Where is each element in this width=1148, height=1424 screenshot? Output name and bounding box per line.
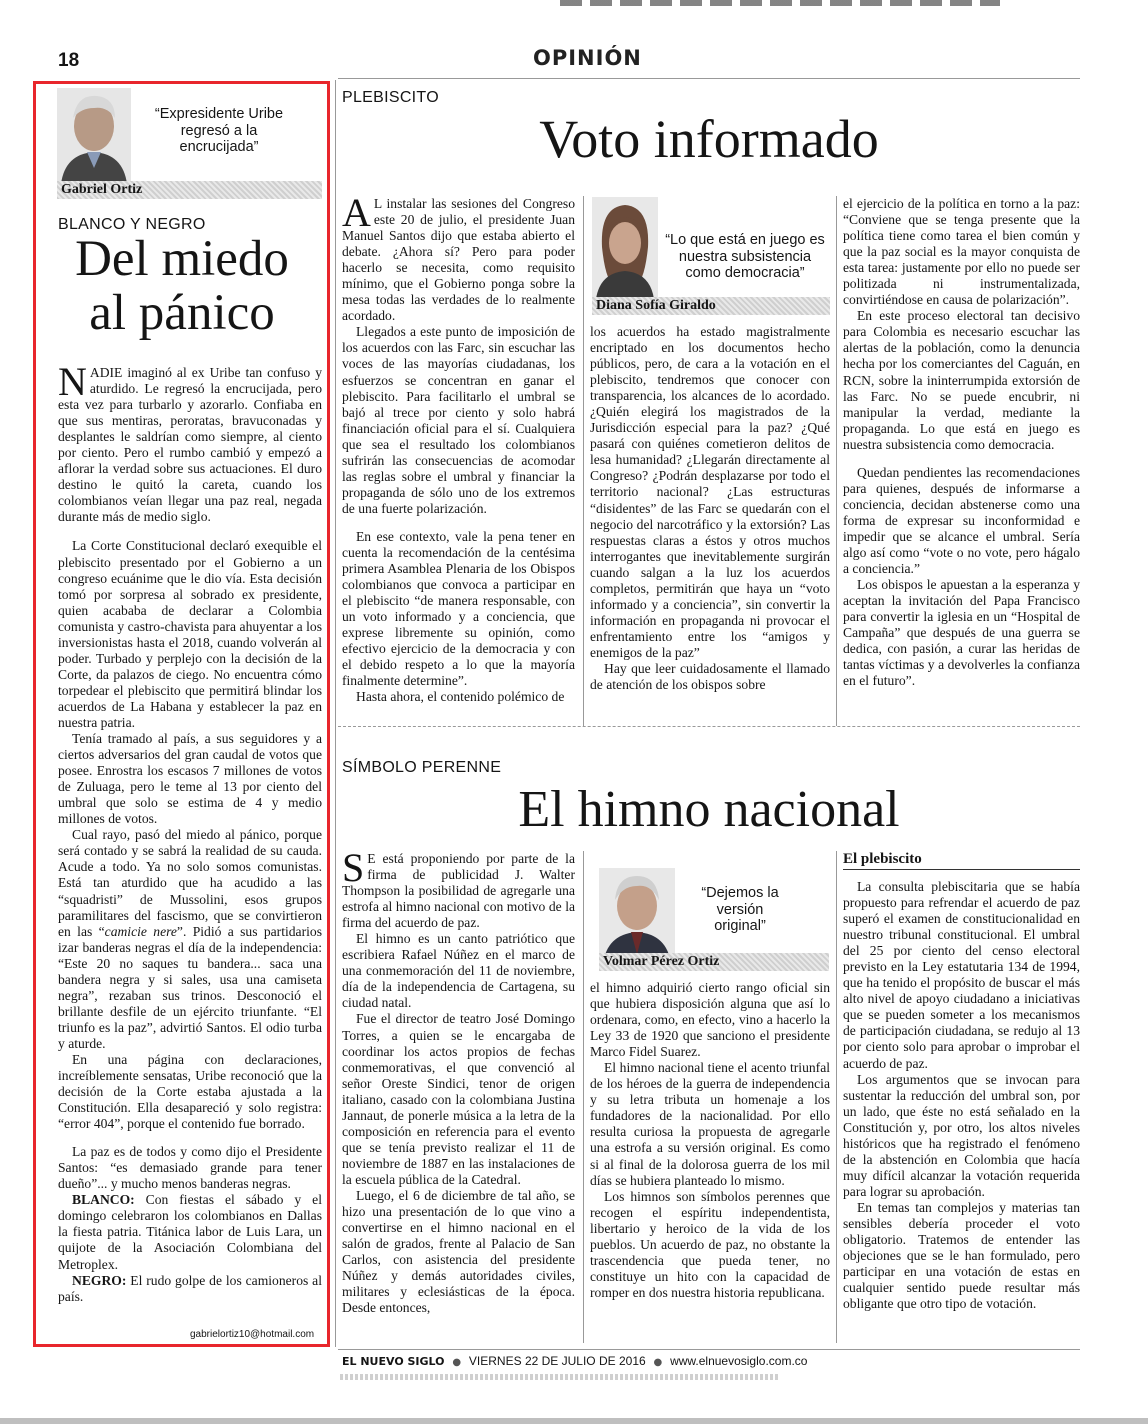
bullet-icon: ● [452, 1357, 462, 1368]
paragraph: En este proceso electoral tan decisivo para Colombia es necesario escuchar las alertas de la población, como la denuncia hecha por los comerciantes del Caguán, en RCN, sobre la ininterrumpida extorsión de las Farc. No se puede encubrir, ni manipular la verdad, mediante la propaganda. Lo que está en juego es nuestra subsistencia como democracia. [843, 308, 1080, 452]
author-name: Gabriel Ortiz [57, 181, 322, 199]
author-bar [599, 950, 829, 971]
paragraph: La paz es de todos y como dijo el Presidente Santos: “es demasiado grande para tener dueño”... y mucho menos banderas negras. [58, 1144, 322, 1192]
paragraph: Los argumentos que se invocan para sustentar la reducción del umbral son, por un lado, que éste no está señalado en la Constitución y, por otro, los altos niveles históricos que ha registrado el fenómeno de la abstención en Colombia que hacía muy difícil alcanzar la votación requerida para lograr su aprobación. [843, 1071, 1080, 1199]
article-column-2 [590, 980, 830, 1301]
paragraph: el himno adquirió cierto rango oficial sin que hubiera disposición alguna que así lo ordenara, como, en efecto, vino a hacerlo la Ley 33 de 1920 que sanciono el presidente Marco Fidel Suarez. [590, 980, 830, 1060]
column-rule [583, 196, 584, 726]
author-photo-gabriel-ortiz [57, 88, 131, 184]
page-edge [0, 1418, 1148, 1424]
paragraph: La consulta plebiscitaria que se había propuesto para refrendar el acuerdo de paz superó el examen de constitucionalidad en nuestro tribunal constitucional. El umbral del 25 por ciento del censo electoral previsto en la Ley estatutaria 134 de 1994, que ha tenido el propósito de buscar el más alto nivel de apoyo ciudadano a iniciativas que se pueden someter a los mecanismos de participación ciudadana, se redujo al 13 por ciento solo para aprobar o improbar el acuerdo de paz. [843, 879, 1080, 1071]
paragraph: NADIE imaginó al ex Uribe tan confuso y aturdido. Le regresó la encrucijada, pero esta vez para turbarlo y azorarlo. Confiaba en que sus mentiras, peroratas, bravuconadas y desplantes le saldrían como siempre, al ciento por ciento. Pero el rumbo cambió y empezó a aflorar la verdad sobre sus actuaciones. El duro destino le quitó la careta, cuando los colombianos veían llegar una paz real, negada durante más de medio siglo. [58, 359, 322, 525]
author-bar [57, 178, 322, 199]
headline-line-1: Del miedo [75, 231, 289, 287]
bullet-icon: ● [653, 1357, 663, 1368]
paragraph: NEGRO: El rudo golpe de los camioneros al país. [58, 1272, 322, 1304]
paragraph: Hay que leer cuidadosamente el llamado de atención de los obispos sobre [590, 660, 830, 693]
pull-quote: “Lo que está en juego es nuestra subsistencia como democracia” [665, 232, 825, 281]
article-body [58, 359, 322, 1305]
article-column-1 [342, 845, 575, 1316]
headline-line-2: al pánico [89, 285, 275, 341]
footer [342, 1354, 807, 1368]
page-number: 18 [58, 50, 80, 71]
paragraph: En una página con declaraciones, increíblemente sensatas, Uribe reconoció que la decisión de la Corte estaba ajustada a la Constitución. Ella desapareció y solo registra: “error 404”, porque el contenido fue borrado. [58, 1051, 322, 1132]
headline: Voto informado [539, 109, 879, 169]
footer-date: VIERNES 22 DE JULIO DE 2016 [468, 1354, 646, 1368]
paragraph: La Corte Constitucional declaró exequible el plebiscito presentado por el Gobierno a un congreso ecuánime que le dio vía. Esta decisión tomó por sorpresa al sobrado ex presidente, quien acababa de declarar a Colombia comunista y castro-chavista para ahuyentar a los inversionistas hasta el 2018, cuando volverán al poder. Turbado y perplejo con la decisión de la Corte, da palazos de ciego. No encuentra cómo torpedear el plebiscito que permitirá blindar los acuerdos de La Habana y establecer la paz en nuestra patria. [58, 538, 322, 730]
author-name: Diana Sofía Giraldo [592, 297, 830, 315]
paragraph: El himno nacional tiene el acento triunfal de los héroes de la guerra de independencia y su letra tributa un homenaje a los fundadores de la nacionalidad. Por ello resulta curiosa la propuesta de agregarle una estrofa a su versión original. Es como si al final de la dolorosa guerra de los mil días se hubiera planteado lo mismo. [590, 1060, 830, 1188]
paragraph: A L instalar las sesiones del Congreso este 20 de julio, el presidente Juan Manuel Santos dijo que estaba abierto el debate. ¿Ahora sí? Pero para poder hacerlo se necesita, como requisito mínimo, que el Gobierno ponga sobre la mesa todas las verdades de lo realmente acordado. [342, 190, 575, 324]
paragraph: En temas tan complejos y materias tan sensibles debería proceder el voto obligatorio. Tratemos de entender las objeciones que se le han formulado, pero participar en una votación de estas en cualquier sentido puede resultar más obligante que otro tipo de votación. [843, 1199, 1080, 1312]
article-column-1 [342, 190, 575, 705]
column-rule [836, 851, 837, 1343]
paragraph: Tenía tramado al país, a sus seguidores y a ciertos adversarios del gran caudal de votos que posee. Enrostra los escasos 7 millones de votos de Zuluaga, pero le teme al 13 por ciento del umbral que solo se estima de 4 y medio millones de votos. [58, 731, 322, 827]
footer-rule [338, 1349, 1080, 1350]
paragraph: Los obispos le apuestan a la esperanza y aceptan la invitación del Papa Francisco para convertir la iglesia en un “Hospital de Campaña” que después de una guerra se dedica, con pasión, a curar las heridas de tantas víctimas y a devolverles la confianza en el futuro”. [843, 577, 1080, 689]
paragraph: el ejercicio de la política en torno a la paz: “Conviene que se tenga presente que la política tiene como tarea el bien común y que la paz social es la mayor conquista de esta tarea: justamente por ello no puede ser politizada ni instrumentalizada, convirtiéndose en causa de polarización”. [843, 196, 1080, 308]
paragraph: Hasta ahora, el contenido polémico de [356, 689, 565, 705]
paragraph: Llegados a este punto de imposición de los acuerdos con las Farc, sin escuchar las voces de las mayorías ciudadanas, los esfuerzos se concentran en ganar el plebiscito. Para facilitarlo el umbral se bajó al trece por ciento y solo habrá financiación oficial para el sí. Cualquiera que sea el resultado los colombianos sufrirán las consecuencias de acomodar las reglas sobre el umbral y financiar la propaganda de sólo uno de los extremos de una fuerte polarización. [342, 324, 575, 516]
article-column-3 [843, 196, 1080, 689]
footer-logo: EL NUEVO SIGLO [342, 1355, 445, 1368]
headline [40, 232, 324, 340]
article-column-3 [843, 851, 1080, 1312]
author-photo-diana-sofia-giraldo [592, 197, 658, 299]
drop-cap: A [342, 190, 371, 235]
kicker: BLANCO Y NEGRO [58, 216, 206, 233]
header-rule [338, 78, 1080, 79]
headline: El himno nacional [518, 781, 900, 838]
paragraph: Quedan pendientes las recomendaciones para quienes, después de informarse a conciencia, decidan abstenerse como una forma de expresar su inconformidad e impedir que se alcance el umbral. Sería algo así como “vote o no vote, pero hágalo a conciencia.” [843, 464, 1080, 577]
subheading: El plebiscito [843, 851, 1080, 870]
drop-cap: N [58, 359, 87, 404]
kicker: SÍMBOLO PERENNE [342, 759, 502, 776]
paragraph: Cual rayo, pasó del miedo al pánico, porque será contado y se sabrá la realidad de su cauda. Acude a todo. Ya no solo somos comunistas. Está tan aturdido que ha acudido a las “squadristi” de Mussolini, esos grupos paramilitares del fascismo, que se convirtieron en las “camicie nere”. Pidió a sus partidarios izar banderas negras el día de la independencia: “Este 20 no saques tu bandera... saca una bandera negra y si sales, usa una camiseta negra”, rezaban sus trinos. Desconoció el brillante desfile de un ejército triunfante. “El triunfo es la paz”, advirtió Santos. El odio turba y aturde. [58, 827, 322, 1051]
author-bar [592, 294, 830, 315]
author-name: Volmar Pérez Ortiz [599, 953, 829, 971]
paragraph: los acuerdos ha estado magistralmente encriptado en los documentos hecho públicos, pero, de cara a la votación en el plebiscito, tendremos que conocer con transparencia, los alcances de lo acordado. ¿Quién elegirá los magistrados de la Jurisdicción especial para la paz? ¿Qué pasará con quiénes cometieron delitos de lesa humanidad? ¿Llegarán directamente al Congreso? ¿Podrán desplazarse por todo el territorio nacional? ¿Las estructuras “disidentes” de las Farc se quedarán con el negocio del narcotráfico y la extorsión? Las respuestas claras a éstos y otros muchos interrogantes que inevitablemente surgirán cuando salgan a la luz los acuerdos completos, permitirán que haya un “voto informado y a conciencia”, sin convertir la información en propaganda ni provocar el enfrentamiento entre los “amigos y enemigos de la paz” [590, 324, 830, 660]
drop-cap: S [342, 845, 365, 890]
pull-quote: “Expresidente Uribe regresó a la encrucijada” [154, 106, 284, 155]
paragraph: Los himnos son símbolos perennes que recogen el espíritu independentista, libertario y heroico de la vida de los pueblos. Un acuerdo de paz, no obstante la trascendencia que pueda tener, no constituye un hito con la capacidad de romper en dos nuestra historia republicana. [590, 1188, 830, 1300]
column-rule [335, 80, 336, 1347]
paragraph: En ese contexto, vale la pena tener en cuenta la recomendación de la centésima primera Asamblea Plenaria de los Obispos colombianos que convoca a participar en el plebiscito “de manera responsable, con un voto informado y a conciencia, que exprese libremente su opinión, como efectivo ejercicio de la democracia y con el debido respeto a lo que la mayoría finalmente determine”. [342, 528, 575, 689]
paragraph: El himno es un canto patriótico que escribiera Rafael Núñez en el marco de una conmemoración del 11 de noviembre, día de la independencia de Cartagena, su ciudad natal. [342, 931, 575, 1011]
article-column-2 [590, 324, 830, 693]
footer-url: www.elnuevosiglo.com.co [670, 1354, 808, 1368]
paragraph: Fue el director de teatro José Domingo Torres, a quien se le encargaba de coordinar los actos propios de fechas conmemorativas, el que convenció al señor Oreste Sindici, tenor de origen italiano, casado con la colombiana Justina Jannaut, de ponerle música a la letra de la composición en referencia para el evento que se tenía previsto realizar el 11 de noviembre de 1887 en las instalaciones de la escuela pública de la Catedral. [342, 1011, 575, 1187]
author-email: gabrielortiz10@hotmail.com [190, 1329, 315, 1340]
masthead-fragment [560, 0, 1000, 6]
section-divider [338, 726, 1080, 727]
column-rule [583, 851, 584, 1343]
section-title: OPINIÓN [533, 46, 642, 70]
paragraph: Luego, el 6 de diciembre de tal año, se hizo una presentación de lo que vino a convertirse en el himno nacional en el salón de grados, frente al Palacio de San Carlos, con asistencia del presidente Núñez y demás autoridades civiles, militares y eclesiásticas de la época. Desde entonces, [342, 1187, 575, 1316]
pull-quote: “Dejemos la versión original” [701, 885, 779, 934]
footer-noise [340, 1374, 780, 1380]
paragraph: S E está proponiendo por parte de la firma de publicidad J. Walter Thompson la posibilidad de agregarle una estrofa al himno nacional con motivo de la firma del acuerdo de paz. [342, 845, 575, 931]
kicker: PLEBISCITO [342, 89, 439, 106]
column-rule [836, 196, 837, 726]
paragraph: BLANCO: Con fiestas el sábado y el domingo celebraron los colombianos en Dallas la fiesta patria. Titánica labor de Luis Lara, un quijote de la Asociación Colombiana del Metroplex. [58, 1192, 322, 1272]
